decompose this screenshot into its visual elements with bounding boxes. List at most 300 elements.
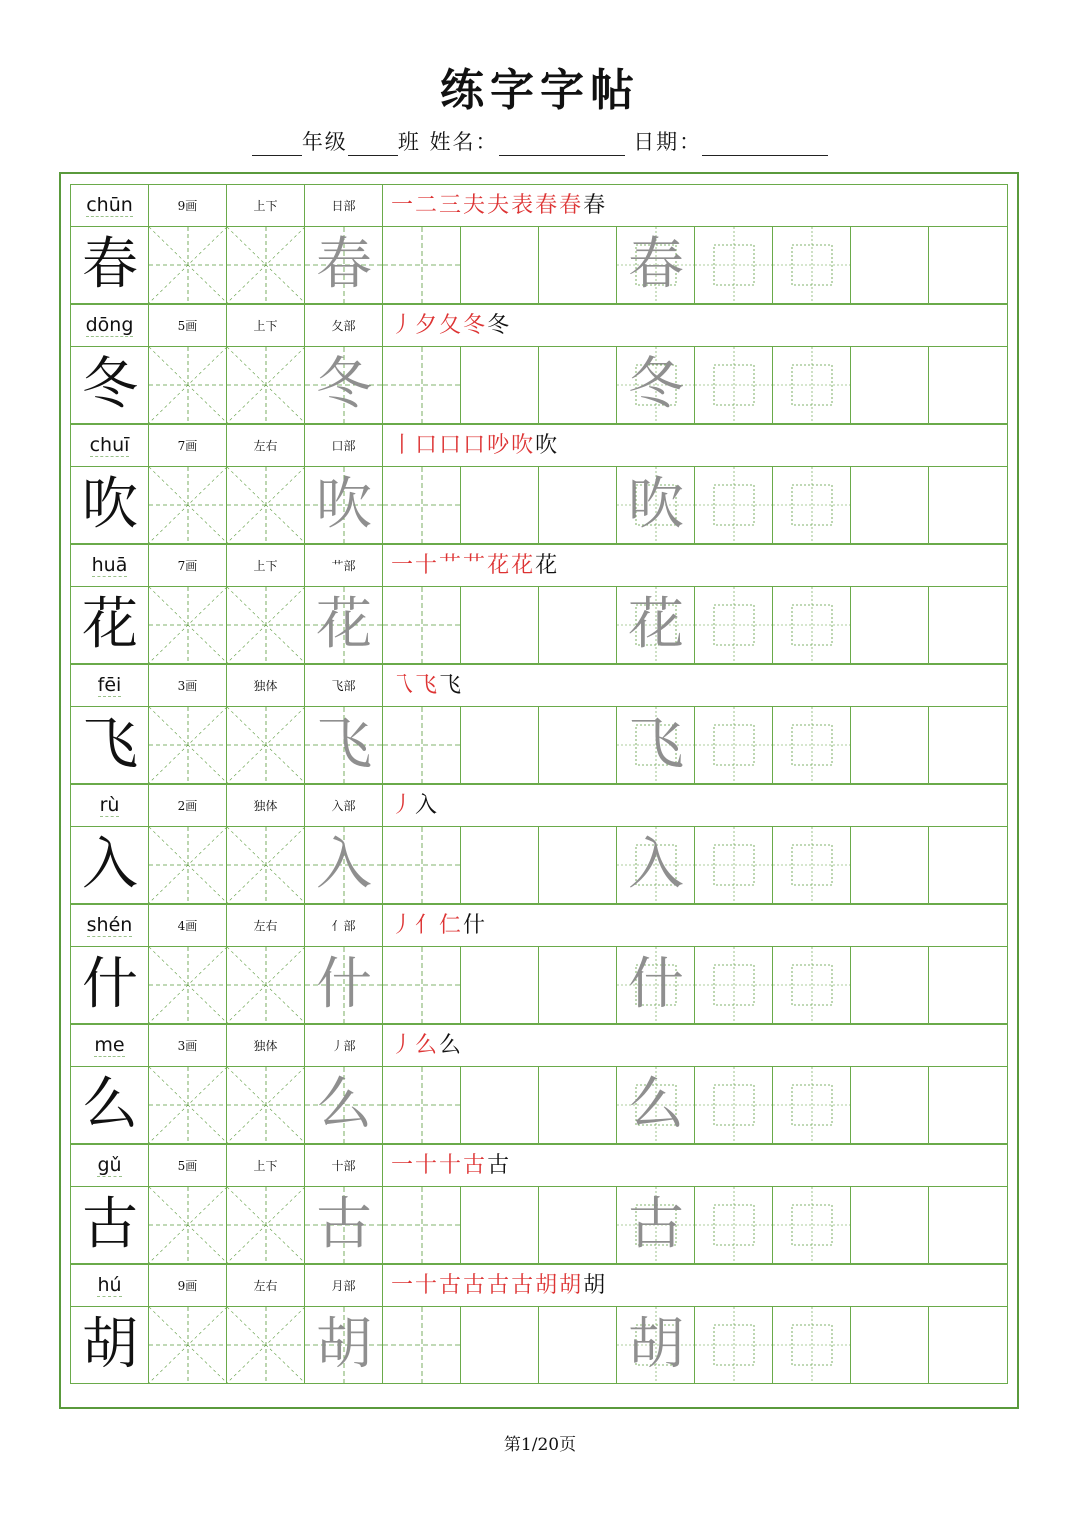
practice-cell[interactable] xyxy=(227,707,305,783)
trace-cell[interactable] xyxy=(305,707,383,783)
stroke-order xyxy=(383,665,1007,706)
radical: 十部 xyxy=(305,1145,383,1186)
practice-cell[interactable] xyxy=(929,1067,1007,1143)
trace-cell[interactable] xyxy=(305,587,383,663)
practice-cell[interactable] xyxy=(773,587,851,663)
pinyin: fēi xyxy=(71,665,149,706)
stroke-order-step: 古 xyxy=(463,1153,488,1178)
rice-grid-guides xyxy=(227,827,305,903)
practice-cell[interactable] xyxy=(695,347,773,423)
practice-cell[interactable] xyxy=(773,707,851,783)
trace-cell[interactable] xyxy=(617,947,695,1023)
cross-grid-guides xyxy=(383,227,461,303)
grade-blank[interactable] xyxy=(252,133,302,156)
trace-char: 春 xyxy=(316,232,372,297)
trace-char: 花 xyxy=(628,592,684,657)
writing-row xyxy=(70,466,1008,544)
practice-cell[interactable] xyxy=(929,827,1007,903)
stroke-order xyxy=(383,905,1007,946)
practice-cell[interactable] xyxy=(227,347,305,423)
practice-cell[interactable] xyxy=(383,227,461,303)
rice-grid-guides xyxy=(149,587,227,663)
practice-cell[interactable] xyxy=(695,947,773,1023)
practice-cell[interactable] xyxy=(851,1307,929,1383)
practice-cell[interactable] xyxy=(773,1307,851,1383)
practice-cell[interactable] xyxy=(929,467,1007,543)
trace-char: 飞 xyxy=(316,712,372,777)
dotted-box-guides xyxy=(773,1187,851,1263)
stroke-order-step: 夂 xyxy=(439,313,464,338)
stroke-count: 5画 xyxy=(149,1145,227,1186)
practice-cell[interactable] xyxy=(695,827,773,903)
model-char-cell xyxy=(71,707,149,783)
practice-cell[interactable] xyxy=(539,1067,617,1143)
rice-grid-guides xyxy=(227,707,305,783)
stroke-order-step: 春 xyxy=(559,193,584,218)
practice-cell[interactable] xyxy=(383,587,461,663)
trace-char: 古 xyxy=(628,1192,684,1257)
practice-cell[interactable] xyxy=(929,347,1007,423)
stroke-order-step: 古 xyxy=(511,1273,536,1298)
writing-row xyxy=(70,826,1008,904)
practice-cell[interactable] xyxy=(929,587,1007,663)
model-char: 胡 xyxy=(82,1312,138,1377)
practice-cell[interactable] xyxy=(461,707,539,783)
stroke-order-step: 一 xyxy=(391,1153,416,1178)
practice-cell[interactable] xyxy=(461,827,539,903)
trace-cell[interactable] xyxy=(617,587,695,663)
stroke-count: 2画 xyxy=(149,785,227,826)
practice-cell[interactable] xyxy=(851,827,929,903)
radical: 亻部 xyxy=(305,905,383,946)
stroke-order-step: 花 xyxy=(535,553,560,578)
dotted-box-guides xyxy=(695,707,773,783)
practice-cell[interactable] xyxy=(149,947,227,1023)
rice-grid-guides xyxy=(227,467,305,543)
pinyin: chuī xyxy=(71,425,149,466)
practice-cell[interactable] xyxy=(461,1307,539,1383)
stroke-order-step: 古 xyxy=(439,1273,464,1298)
practice-cell[interactable] xyxy=(695,227,773,303)
stroke-order xyxy=(383,545,1007,586)
practice-cell[interactable] xyxy=(149,827,227,903)
trace-cell[interactable] xyxy=(617,1307,695,1383)
stroke-order-step: 十 xyxy=(439,1153,464,1178)
dotted-box-guides xyxy=(773,227,851,303)
structure: 左右 xyxy=(227,1265,305,1306)
trace-char: 什 xyxy=(316,952,372,1017)
practice-cell[interactable] xyxy=(851,707,929,783)
structure: 上下 xyxy=(227,185,305,226)
cross-grid-guides xyxy=(383,827,461,903)
practice-cell[interactable] xyxy=(227,1307,305,1383)
char-info-row xyxy=(70,904,1008,946)
stroke-order xyxy=(383,185,1007,226)
dotted-box-guides xyxy=(695,347,773,423)
dotted-box-guides xyxy=(695,1307,773,1383)
practice-cell[interactable] xyxy=(851,347,929,423)
stroke-order-step: 丿 xyxy=(391,913,416,938)
trace-char: 什 xyxy=(628,952,684,1017)
practice-cell[interactable] xyxy=(227,587,305,663)
practice-cell[interactable] xyxy=(539,587,617,663)
dotted-box-guides xyxy=(773,1067,851,1143)
practice-cell[interactable] xyxy=(149,1067,227,1143)
dotted-box-guides xyxy=(695,467,773,543)
model-char-cell xyxy=(71,227,149,303)
stroke-count: 7画 xyxy=(149,425,227,466)
stroke-order-step: 么 xyxy=(439,1033,464,1058)
trace-cell[interactable] xyxy=(617,1067,695,1143)
practice-cell[interactable] xyxy=(539,227,617,303)
practice-cell[interactable] xyxy=(695,587,773,663)
stroke-order-step: 胡 xyxy=(583,1273,608,1298)
practice-cell[interactable] xyxy=(383,1067,461,1143)
rice-grid-guides xyxy=(227,1307,305,1383)
rice-grid-guides xyxy=(227,1187,305,1263)
trace-char: 胡 xyxy=(628,1312,684,1377)
stroke-count: 5画 xyxy=(149,305,227,346)
student-info-line xyxy=(0,126,1080,156)
practice-cell[interactable] xyxy=(227,467,305,543)
practice-cell[interactable] xyxy=(929,227,1007,303)
practice-cell[interactable] xyxy=(773,467,851,543)
trace-cell[interactable] xyxy=(305,1307,383,1383)
practice-cell[interactable] xyxy=(539,467,617,543)
stroke-order xyxy=(383,425,1007,466)
rice-grid-guides xyxy=(149,707,227,783)
stroke-order-step: 乁 xyxy=(391,673,416,698)
pinyin: chūn xyxy=(71,185,149,226)
stroke-order-step: 十 xyxy=(415,553,440,578)
practice-cell[interactable] xyxy=(539,347,617,423)
dotted-box-guides xyxy=(695,587,773,663)
trace-char: 入 xyxy=(628,832,684,897)
page-number: 第1/20页 xyxy=(503,1435,577,1455)
structure: 独体 xyxy=(227,665,305,706)
stroke-order-step: 口 xyxy=(463,433,488,458)
writing-row xyxy=(70,346,1008,424)
stroke-count: 3画 xyxy=(149,665,227,706)
practice-cell[interactable] xyxy=(539,707,617,783)
trace-char: 冬 xyxy=(316,352,372,417)
practice-cell[interactable] xyxy=(149,347,227,423)
stroke-order-step: 仁 xyxy=(439,913,464,938)
practice-cell[interactable] xyxy=(929,947,1007,1023)
stroke-order-step: 古 xyxy=(487,1153,512,1178)
practice-cell[interactable] xyxy=(227,1067,305,1143)
trace-cell[interactable] xyxy=(617,347,695,423)
stroke-order-step: 丨 xyxy=(391,433,416,458)
stroke-order-step: 古 xyxy=(487,1273,512,1298)
practice-cell[interactable] xyxy=(539,1307,617,1383)
rice-grid-guides xyxy=(227,227,305,303)
practice-cell[interactable] xyxy=(773,947,851,1023)
char-info-row xyxy=(70,1144,1008,1186)
rice-grid-guides xyxy=(149,1307,227,1383)
practice-cell[interactable] xyxy=(461,1187,539,1263)
stroke-order-step: 什 xyxy=(463,913,488,938)
practice-cell[interactable] xyxy=(383,467,461,543)
model-char-cell xyxy=(71,1307,149,1383)
practice-cell[interactable] xyxy=(149,227,227,303)
date-blank[interactable] xyxy=(702,133,828,156)
practice-cell[interactable] xyxy=(695,707,773,783)
stroke-order-step: 夕 xyxy=(415,313,440,338)
practice-cell[interactable] xyxy=(773,1067,851,1143)
trace-char: 飞 xyxy=(628,712,684,777)
rice-grid-guides xyxy=(149,947,227,1023)
cross-grid-guides xyxy=(383,1307,461,1383)
trace-char: 胡 xyxy=(316,1312,372,1377)
stroke-order-step: 亻 xyxy=(415,913,440,938)
dotted-box-guides xyxy=(695,947,773,1023)
stroke-order-step: 吹 xyxy=(511,433,536,458)
practice-cell[interactable] xyxy=(149,467,227,543)
practice-cell[interactable] xyxy=(773,347,851,423)
trace-cell[interactable] xyxy=(617,1187,695,1263)
stroke-order-step: 三 xyxy=(439,193,464,218)
trace-cell[interactable] xyxy=(617,467,695,543)
practice-cell[interactable] xyxy=(851,1067,929,1143)
practice-cell[interactable] xyxy=(227,1187,305,1263)
practice-cell[interactable] xyxy=(149,707,227,783)
model-char: 花 xyxy=(82,592,138,657)
dotted-box-guides xyxy=(773,1307,851,1383)
rice-grid-guides xyxy=(149,1187,227,1263)
stroke-count: 4画 xyxy=(149,905,227,946)
char-info-row xyxy=(70,1264,1008,1306)
trace-cell[interactable] xyxy=(305,227,383,303)
practice-cell[interactable] xyxy=(149,1187,227,1263)
structure: 上下 xyxy=(227,545,305,586)
stroke-order-step: 吵 xyxy=(487,433,512,458)
cross-grid-guides xyxy=(383,947,461,1023)
stroke-order xyxy=(383,785,1007,826)
radical: 月部 xyxy=(305,1265,383,1306)
char-info-row xyxy=(70,184,1008,226)
char-info-row xyxy=(70,544,1008,586)
dotted-box-guides xyxy=(773,467,851,543)
radical: 入部 xyxy=(305,785,383,826)
practice-cell[interactable] xyxy=(383,347,461,423)
model-char-cell xyxy=(71,1187,149,1263)
stroke-order-step: 一 xyxy=(391,553,416,578)
model-char-cell xyxy=(71,827,149,903)
practice-cell[interactable] xyxy=(929,707,1007,783)
model-char: 入 xyxy=(82,832,138,897)
class-label: 班 xyxy=(397,130,421,154)
char-info-row xyxy=(70,424,1008,466)
trace-cell[interactable] xyxy=(305,1067,383,1143)
stroke-order-step: 胡 xyxy=(559,1273,584,1298)
writing-row xyxy=(70,1306,1008,1384)
model-char: 古 xyxy=(82,1192,138,1257)
practice-cell[interactable] xyxy=(227,227,305,303)
stroke-order-step: 胡 xyxy=(535,1273,560,1298)
stroke-order-step: 春 xyxy=(583,193,608,218)
structure: 左右 xyxy=(227,425,305,466)
writing-row xyxy=(70,946,1008,1024)
pinyin: huā xyxy=(71,545,149,586)
writing-row xyxy=(70,706,1008,784)
stroke-order-step: 夫 xyxy=(463,193,488,218)
practice-cell[interactable] xyxy=(383,1187,461,1263)
model-char: 春 xyxy=(82,232,138,297)
practice-cell[interactable] xyxy=(539,947,617,1023)
trace-char: 入 xyxy=(316,832,372,897)
stroke-order-step: 丿 xyxy=(391,793,416,818)
trace-cell[interactable] xyxy=(617,827,695,903)
stroke-count: 9画 xyxy=(149,1265,227,1306)
rice-grid-guides xyxy=(227,587,305,663)
practice-cell[interactable] xyxy=(461,947,539,1023)
stroke-order xyxy=(383,1265,1007,1306)
trace-cell[interactable] xyxy=(305,467,383,543)
trace-char: 吹 xyxy=(628,472,684,537)
model-char: 什 xyxy=(82,952,138,1017)
rice-grid-guides xyxy=(149,1067,227,1143)
practice-cell[interactable] xyxy=(929,1187,1007,1263)
practice-cell[interactable] xyxy=(383,947,461,1023)
stroke-order xyxy=(383,1025,1007,1066)
trace-cell[interactable] xyxy=(617,707,695,783)
practice-cell[interactable] xyxy=(773,827,851,903)
stroke-order-step: 表 xyxy=(511,193,536,218)
practice-cell[interactable] xyxy=(851,947,929,1023)
practice-cell[interactable] xyxy=(461,227,539,303)
model-char-cell xyxy=(71,1067,149,1143)
class-blank[interactable] xyxy=(348,133,398,156)
radical: 艹部 xyxy=(305,545,383,586)
radical: 丿部 xyxy=(305,1025,383,1066)
dotted-box-guides xyxy=(695,827,773,903)
trace-cell[interactable] xyxy=(305,347,383,423)
model-char: 飞 xyxy=(82,712,138,777)
practice-cell[interactable] xyxy=(539,1187,617,1263)
writing-row xyxy=(70,586,1008,664)
practice-cell[interactable] xyxy=(695,1187,773,1263)
practice-cell[interactable] xyxy=(227,947,305,1023)
trace-cell[interactable] xyxy=(305,1187,383,1263)
writing-row xyxy=(70,1186,1008,1264)
pinyin: dōng xyxy=(71,305,149,346)
model-char-cell xyxy=(71,467,149,543)
practice-cell[interactable] xyxy=(383,707,461,783)
cross-grid-guides xyxy=(383,347,461,423)
stroke-order-step: 花 xyxy=(511,553,536,578)
structure: 上下 xyxy=(227,305,305,346)
practice-cell[interactable] xyxy=(461,467,539,543)
practice-cell[interactable] xyxy=(461,587,539,663)
stroke-order xyxy=(383,1145,1007,1186)
stroke-order-step: 春 xyxy=(535,193,560,218)
radical: 飞部 xyxy=(305,665,383,706)
practice-cell[interactable] xyxy=(851,227,929,303)
stroke-order-step: 飞 xyxy=(415,673,440,698)
pinyin: hú xyxy=(71,1265,149,1306)
dotted-box-guides xyxy=(773,947,851,1023)
radical: 口部 xyxy=(305,425,383,466)
stroke-order-step: 艹 xyxy=(463,553,488,578)
stroke-order-step: 一 xyxy=(391,193,416,218)
stroke-order-step: 口 xyxy=(439,433,464,458)
stroke-order-step: 么 xyxy=(415,1033,440,1058)
cross-grid-guides xyxy=(383,587,461,663)
trace-char: 么 xyxy=(628,1072,684,1137)
stroke-count: 9画 xyxy=(149,185,227,226)
grade-label: 年级 xyxy=(301,130,348,154)
rice-grid-guides xyxy=(149,827,227,903)
stroke-order-step: 十 xyxy=(415,1273,440,1298)
trace-char: 么 xyxy=(316,1072,372,1137)
cross-grid-guides xyxy=(383,1187,461,1263)
name-blank[interactable] xyxy=(499,133,625,156)
practice-cell[interactable] xyxy=(773,227,851,303)
writing-row xyxy=(70,226,1008,304)
practice-cell[interactable] xyxy=(227,827,305,903)
trace-cell[interactable] xyxy=(305,947,383,1023)
trace-cell[interactable] xyxy=(305,827,383,903)
structure: 上下 xyxy=(227,1145,305,1186)
practice-cell[interactable] xyxy=(539,827,617,903)
trace-char: 春 xyxy=(628,232,684,297)
stroke-order-step: 花 xyxy=(487,553,512,578)
writing-row xyxy=(70,1066,1008,1144)
practice-cell[interactable] xyxy=(929,1307,1007,1383)
rice-grid-guides xyxy=(149,227,227,303)
practice-cell[interactable] xyxy=(149,1307,227,1383)
stroke-order-step: 口 xyxy=(415,433,440,458)
practice-grid xyxy=(70,184,1008,1384)
stroke-order-step: 入 xyxy=(415,793,440,818)
radical: 日部 xyxy=(305,185,383,226)
practice-cell[interactable] xyxy=(773,1187,851,1263)
date-label: 日期： xyxy=(633,130,703,154)
cross-grid-guides xyxy=(383,1067,461,1143)
dotted-box-guides xyxy=(695,1067,773,1143)
dotted-box-guides xyxy=(773,587,851,663)
structure: 独体 xyxy=(227,785,305,826)
practice-cell[interactable] xyxy=(851,467,929,543)
name-label: 姓名： xyxy=(429,130,499,154)
practice-cell[interactable] xyxy=(695,467,773,543)
trace-char: 冬 xyxy=(628,352,684,417)
stroke-count: 7画 xyxy=(149,545,227,586)
practice-cell[interactable] xyxy=(695,1307,773,1383)
practice-cell[interactable] xyxy=(383,1307,461,1383)
stroke-order-step: 夫 xyxy=(487,193,512,218)
stroke-order-step: 飞 xyxy=(439,673,464,698)
stroke-order-step: 二 xyxy=(415,193,440,218)
practice-cell[interactable] xyxy=(461,1067,539,1143)
practice-cell[interactable] xyxy=(851,587,929,663)
char-info-row xyxy=(70,664,1008,706)
dotted-box-guides xyxy=(695,1187,773,1263)
model-char-cell xyxy=(71,347,149,423)
model-char-cell xyxy=(71,587,149,663)
trace-cell[interactable] xyxy=(617,227,695,303)
stroke-order-step: 吹 xyxy=(535,433,560,458)
practice-cell[interactable] xyxy=(851,1187,929,1263)
practice-cell[interactable] xyxy=(461,347,539,423)
dotted-box-guides xyxy=(695,227,773,303)
stroke-order xyxy=(383,305,1007,346)
practice-cell[interactable] xyxy=(149,587,227,663)
char-info-row xyxy=(70,1024,1008,1066)
practice-cell[interactable] xyxy=(695,1067,773,1143)
practice-cell[interactable] xyxy=(383,827,461,903)
